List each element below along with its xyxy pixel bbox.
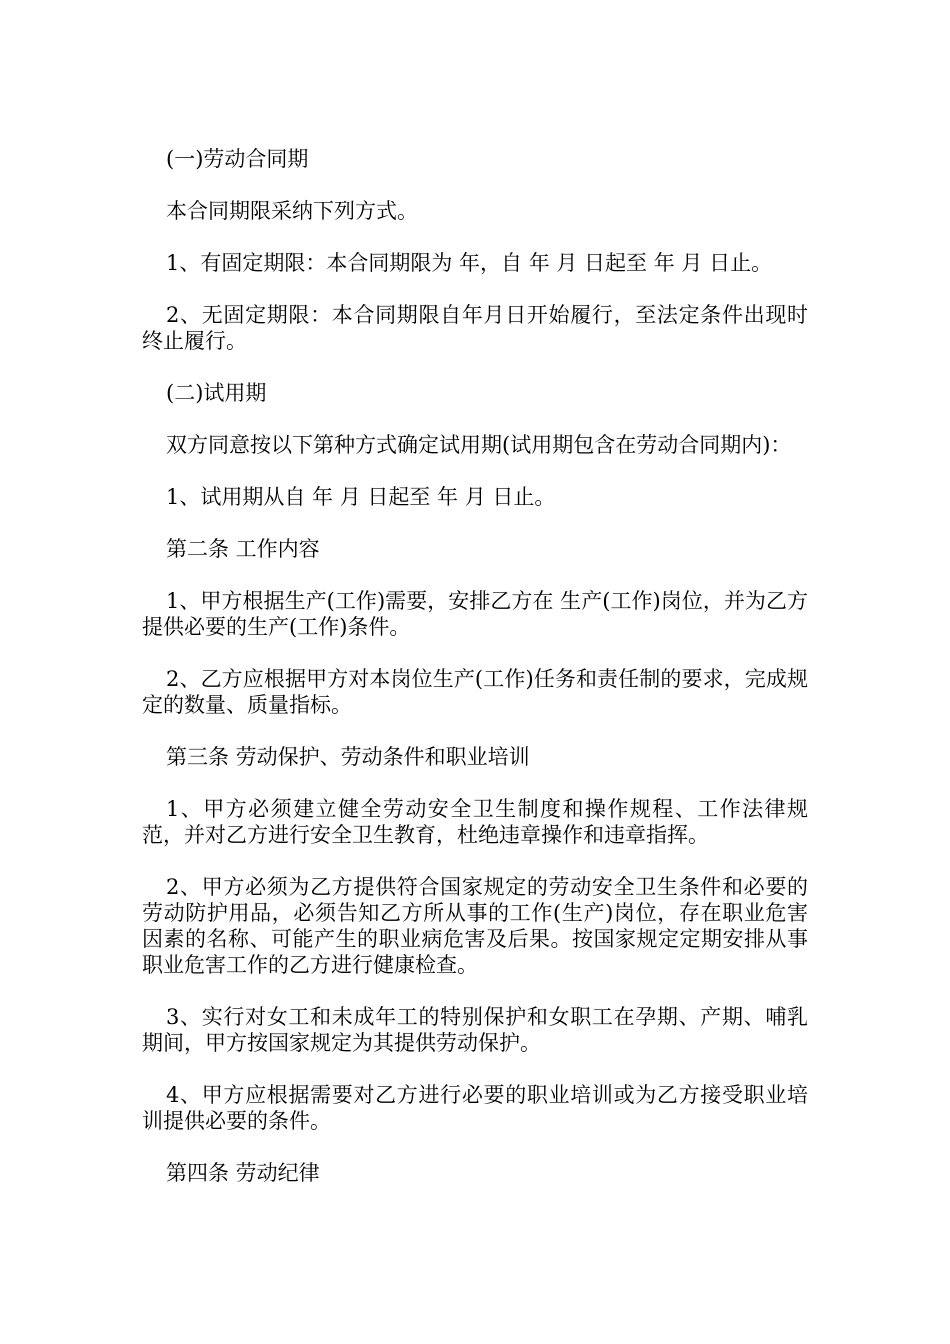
clause-safety-system: 1、甲方必须建立健全劳动安全卫生制度和操作规程、工作法律规范，并对乙方进行安全卫生教育，杜绝违章操作和违章指挥。 [142,797,808,847]
paragraph-term-method: 本合同期限采纳下列方式。 [166,199,418,223]
clause-fixed-term: 1、有固定期限：本合同期限为 年，自 年 月 日起至 年 月 日止。 [166,251,773,275]
clause-work-requirements: 2、乙方应根据甲方对本岗位生产(工作)任务和责任制的要求，完成规定的数量、质量指标。 [142,667,808,717]
clause-probation-dates: 1、试用期从自 年 月 日起至 年 月 日止。 [166,485,556,509]
article-heading-labor-protection: 第三条 劳动保护、劳动条件和职业培训 [166,745,530,769]
article-heading-work-content: 第二条 工作内容 [166,537,320,561]
clause-work-assignment: 1、甲方根据生产(工作)需要，安排乙方在 生产(工作)岗位，并为乙方提供必要的生产(工作)条件。 [142,589,808,639]
clause-open-term: 2、无固定期限：本合同期限自年月日开始履行，至法定条件出现时终止履行。 [142,303,808,353]
section-heading-probation: (二)试用期 [166,381,267,405]
clause-protective-equipment: 2、甲方必须为乙方提供符合国家规定的劳动安全卫生条件和必要的劳动防护用品，必须告知乙方所从事的工作(生产)岗位，存在职业危害因素的名称、可能产生的职业病危害及后果。按国家规定定期安排从事职业危害工作的乙方进行健康检查。 [142,875,808,977]
section-heading-contract-term: (一)劳动合同期 [166,147,309,171]
paragraph-probation-method: 双方同意按以下第种方式确定试用期(试用期包含在劳动合同期内)： [166,433,792,457]
document-body [142,146,808,1212]
clause-vocational-training: 4、甲方应根据需要对乙方进行必要的职业培训或为乙方接受职业培训提供必要的条件。 [142,1083,808,1133]
article-heading-labor-discipline: 第四条 劳动纪律 [166,1161,320,1185]
clause-special-protection: 3、实行对女工和未成年工的特别保护和女职工在孕期、产期、哺乳期间，甲方按国家规定为其提供劳动保护。 [142,1005,808,1055]
